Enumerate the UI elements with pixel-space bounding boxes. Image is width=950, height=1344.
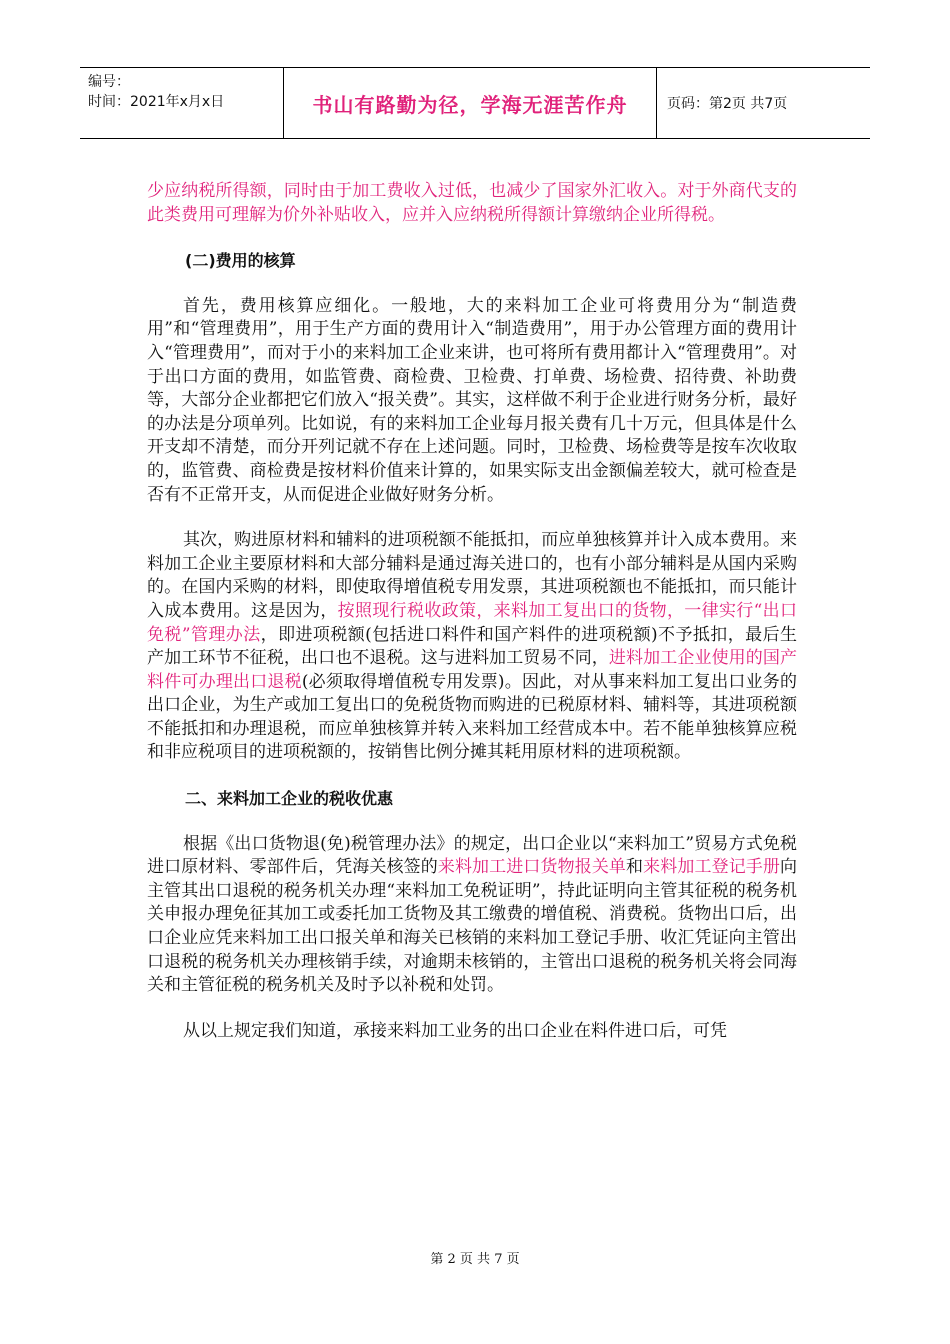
highlight-registration-manual: 来料加工登记手册 — [643, 857, 781, 878]
paragraph-input-tax — [147, 529, 797, 765]
page-footer: 第 2 页 共 7 页 — [430, 1252, 520, 1267]
text-run: (必须取得增值税专用发票)。因此，对从事来料加工复出口业务的出口企业，为生产或加工复出口的免税货物而购进的已税原材料、辅料等，其进项税额不能抵扣和办理退税，而应单独核算并转入来料加工经营成本中。若不能单独核算应税和非应税项目的进项税额的，按销售比例分摊其耗用原材料的进项税额。 — [147, 671, 798, 763]
text-run: 向主管其出口退税的税务机关办理“来料加工免税证明”，持此证明向主管其征税的税务机关申报办理免征其加工或委托加工货物及其工缴费的增值税、消费税。货物出口后，出口企业应凭来料加工出口报关单和海关已核销的来料加工登记手册、收汇凭证向主管出口退税的税务机关办理核销手续，对逾期未核销的，主管出口退税的税务机关将会同海关和主管征税的税务机关及时予以补税和处罚。 — [147, 857, 798, 996]
page-header — [80, 67, 870, 139]
paragraph-conclusion: 从以上规定我们知道，承接来料加工业务的出口企业在料件进口后，可凭 — [183, 1020, 727, 1041]
highlight-customs-declaration: 来料加工进口货物报关单 — [437, 857, 627, 878]
highlight-policy: 按照现行税收政策，来料加工复出口的货物，一律实行“出口免税”管理办法 — [147, 600, 797, 645]
number-label: 编号： — [88, 74, 130, 90]
text-run: 根据《出口货物退(免)税管理办法》的规定，出口企业以“来料加工”贸易方式免税进口原材料、零部件后，凭海关核签的 — [147, 833, 797, 878]
section-heading-expense: (二)费用的核算 — [185, 251, 296, 271]
header-meta — [80, 68, 284, 138]
highlight-refund: 进料加工企业使用的国产料件可办理出口退税 — [147, 648, 798, 692]
header-page-info: 页码：第2页 共7页 — [667, 96, 788, 112]
paragraph-continued: 少应纳税所得额，同时由于加工费收入过低，也减少了国家外汇收入。对于外商代支的此类费用可理解为价外补贴收入，应并入应纳税所得额计算缴纳企业所得税。 — [147, 181, 797, 225]
paragraph-regulation — [147, 833, 797, 998]
text-run: ，即进项税额(包括进口料件和国产料件的进项税额)不予抵扣，最后生产加工环节不征税，出口也不退税。这与进料加工贸易不同， — [147, 624, 797, 669]
paragraph-expense-detail: 首先，费用核算应细化。一般地，大的来料加工企业可将费用分为“制造费用”和“管理费用”，用于生产方面的费用计入“制造费用”，用于办公管理方面的费用计入“管理费用”，而对于小的来料加工企业来讲，也可将所有费用都计入“管理费用”。对于出口方面的费用，如监管费、商检费、卫检费、打单费、场检费、招待费、补助费等，大部分企业都把它们放入“报关费”。其实，这样做不利于企业进行财务分析，最好的办法是分项单列。比如说，有的来料加工企业每月报关费有几十万元，但具体是什么开支却不清楚，而分开列记就不存在上述问题。同时，卫检费、场检费等是按车次收取的，监管费、商检费是按材料价值来计算的，如果实际支出金额偏差较大，就可检查是否有不正常开支，从而促进企业做好财务分析。 — [147, 295, 797, 505]
header-motto: 书山有路勤为径，学海无涯苦作舟 — [284, 68, 657, 138]
section-heading-tax-incentive: 二、来料加工企业的税收优惠 — [185, 789, 394, 809]
time-label: 时间：2021年x月x日 — [88, 94, 225, 110]
document-body — [147, 180, 797, 1065]
text-run: 和 — [626, 857, 644, 878]
text-run: 其次，购进原材料和辅料的进项税额不能抵扣，而应单独核算并计入成本费用。来料加工企业主要原材料和大部分辅料是通过海关进口的，也有小部分辅料是从国内采购的。在国内采购的材料，即使取得增值税专用发票，其进项税额也不能抵扣，而只能计入成本费用。这是因为， — [147, 530, 797, 621]
